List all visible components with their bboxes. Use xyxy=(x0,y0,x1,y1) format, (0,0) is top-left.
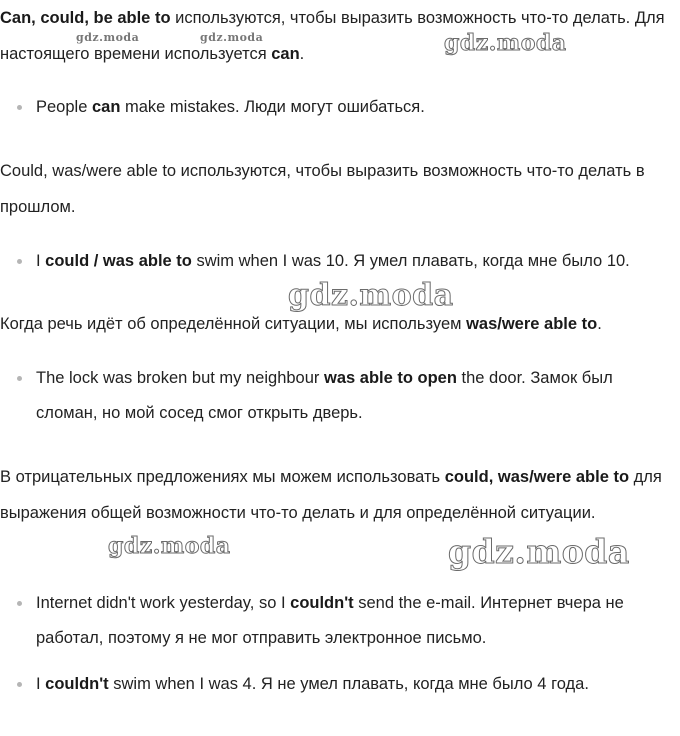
bold-text: Can, could, be able to xyxy=(0,9,171,27)
text: I xyxy=(36,252,46,270)
paragraph-past xyxy=(0,153,676,225)
text: People xyxy=(36,98,92,116)
bold-text: was able to open xyxy=(324,369,457,387)
text: send the e-mail. Интернет вчера не работал, поэтому я не мог отправить электронное письмо. xyxy=(36,594,624,647)
watermark: gdz.moda xyxy=(288,278,454,313)
bullet-icon xyxy=(17,259,22,264)
bold-text: couldn't xyxy=(290,594,354,612)
bold-text: could, was/were able to xyxy=(444,468,630,486)
list-item xyxy=(0,90,676,125)
list-item xyxy=(0,244,676,279)
watermark: gdz.moda xyxy=(448,532,630,571)
bullet-icon xyxy=(17,601,22,606)
text: The lock was broken but my neighbour xyxy=(36,369,324,387)
text: . xyxy=(597,315,602,333)
text: . xyxy=(299,45,305,63)
bullet-icon xyxy=(17,682,22,687)
example-text xyxy=(36,667,676,702)
example-text xyxy=(36,361,676,431)
text: Internet didn't work yesterday, so I xyxy=(36,594,291,612)
bullet-icon xyxy=(17,376,22,381)
bullet-icon xyxy=(17,105,22,110)
bold-text: couldn't xyxy=(45,675,109,693)
text: Could, was/were able to используются, чтобы выразить возможность что-то делать в прошлом. xyxy=(0,162,645,216)
watermark: gdz.moda xyxy=(444,30,567,56)
list-item xyxy=(0,667,676,702)
text: I xyxy=(36,675,46,693)
text: the door. Замок был сломан, но мой сосед смог открыть дверь. xyxy=(36,369,613,422)
text: swim when I was 10. Я умел плавать, когда мне было 10. xyxy=(191,252,630,270)
watermark: gdz.moda xyxy=(76,31,140,44)
watermark: gdz.moda xyxy=(200,31,264,44)
text: для выражения общей возможности что-то делать и для определённой ситуации. xyxy=(0,468,662,522)
text: swim when I was 4. Я не умел плавать, когда мне было 4 года. xyxy=(108,675,589,693)
example-text xyxy=(36,90,676,125)
bold-text: was/were able to xyxy=(466,315,598,333)
text: используются, чтобы выразить возможность что-то делать. Для настоящего времени используется xyxy=(0,9,665,63)
paragraph-negative xyxy=(0,459,676,531)
example-text xyxy=(36,586,676,656)
text: Когда речь идёт об определённой ситуации, мы используем xyxy=(0,315,467,333)
bold-text: could / was able to xyxy=(45,252,192,270)
text: make mistakes. Люди могут ошибаться. xyxy=(120,98,425,116)
list-item xyxy=(0,586,676,656)
watermark: gdz.moda xyxy=(108,533,231,559)
bold-text: can xyxy=(271,45,300,63)
example-text xyxy=(36,244,676,279)
text: В отрицательных предложениях мы можем использовать xyxy=(0,468,445,486)
list-item xyxy=(0,361,676,431)
bold-text: can xyxy=(91,98,121,116)
